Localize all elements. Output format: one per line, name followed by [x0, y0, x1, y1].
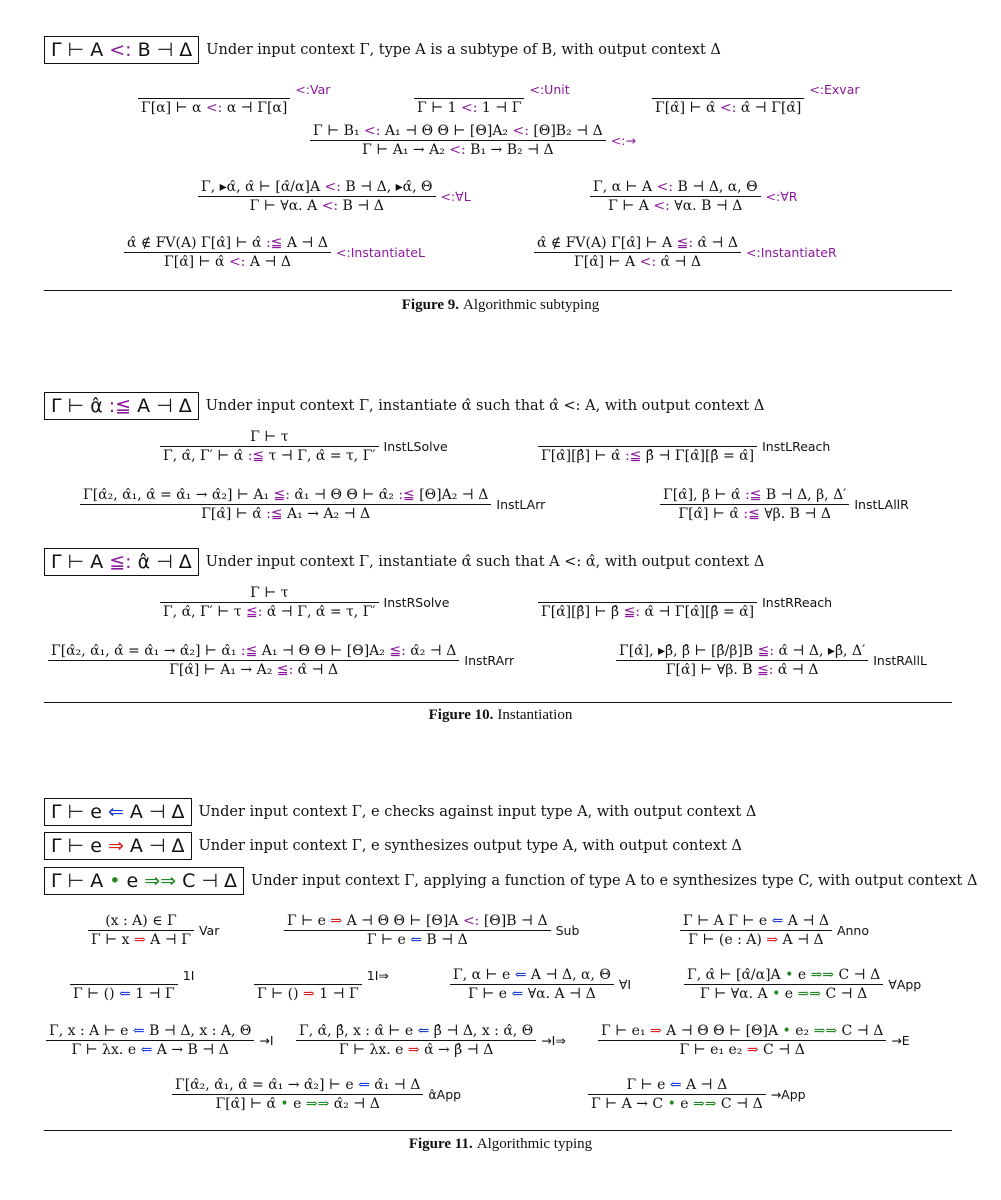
rule-name: →I⇒	[541, 1033, 566, 1048]
rule-premise: Γ[α̂], β ⊢ α̂ :≦ B ⊣ Δ, β, Δ′	[663, 487, 847, 503]
rule-conclusion: Γ ⊢ () ⇐ 1 ⊣ Γ	[73, 986, 175, 1002]
rule-premise: α̂ ∉ FV(A) Γ[α̂] ⊢ A ≦: α̂ ⊣ Δ	[537, 235, 739, 251]
rule-name: <:Unit	[529, 82, 570, 97]
fig9-judgment-box: Γ ⊢ A <: B ⊣ Δ	[44, 36, 199, 64]
rule-name: <:∀L	[440, 189, 471, 204]
rule-premise	[645, 584, 651, 602]
rule-name: 1I	[182, 968, 195, 983]
rule-inst-l-all-r	[660, 486, 909, 523]
rule-name: <:InstantiateR	[746, 245, 837, 260]
rule-conclusion: Γ[α̂] ⊢ α̂ <: α̂ ⊣ Γ[α̂]	[655, 100, 802, 116]
rule-typ-forall-i	[450, 966, 631, 1003]
fig11-judgment-chk-row	[44, 798, 756, 826]
rule-conclusion: Γ[α̂] ⊢ α̂ <: A ⊣ Δ	[164, 254, 292, 270]
fig9-caption-text: Algorithmic subtyping	[462, 297, 600, 313]
rule-name: InstLAllR	[854, 497, 909, 512]
fig10-description-l: Under input context Γ, instantiate α̂ such that α̂ <: A, with output context Δ	[205, 398, 765, 414]
rule-name: 1I⇒	[366, 968, 389, 983]
rule-conclusion: Γ ⊢ λx. e ⇐ A → B ⊣ Δ	[71, 1042, 229, 1058]
rule-typ-unit-i-syn	[254, 966, 389, 1003]
rule-premise: Γ ⊢ e ⇒ A ⊣ Θ Θ ⊢ [Θ]A <: [Θ]B ⊣ Δ	[287, 913, 548, 929]
rule-sub-instantiate-r	[534, 234, 837, 271]
rule-conclusion: Γ ⊢ ∀α. A • e ⇒⇒ C ⊣ Δ	[700, 986, 868, 1002]
rule-conclusion: Γ[α̂] ⊢ ∀β. B ≦: α̂ ⊣ Δ	[665, 662, 819, 678]
rule-typ-forall-app	[684, 966, 921, 1003]
rule-inst-r-reach	[538, 584, 832, 621]
fig9-judgment-row	[44, 36, 721, 64]
fig10-caption-text: Instantiation	[497, 707, 573, 723]
rule-conclusion: Γ[α̂] ⊢ α̂ • e ⇒⇒ α̂₂ ⊣ Δ	[215, 1096, 380, 1112]
rule-typ-arrow-app	[588, 1076, 806, 1113]
rule-name: InstRArr	[464, 653, 515, 668]
rule-premise: Γ ⊢ A Γ ⊢ e ⇐ A ⊣ Δ	[683, 913, 829, 929]
rule-conclusion: Γ ⊢ e₁ e₂ ⇒ C ⊣ Δ	[679, 1042, 805, 1058]
fig11-divider	[44, 1130, 952, 1131]
fig10-judgment-r-row	[44, 548, 764, 576]
rule-name: InstLArr	[496, 497, 546, 512]
rule-name: <:Var	[295, 82, 331, 97]
rule-name: InstRAllL	[873, 653, 927, 668]
rule-conclusion: Γ ⊢ () ⇒ 1 ⊣ Γ	[257, 986, 359, 1002]
rule-name: Anno	[836, 923, 869, 938]
rule-name: <:Exvar	[809, 82, 860, 97]
fig10-divider	[44, 702, 952, 703]
rule-typ-unit-i	[70, 966, 194, 1003]
fig9-divider	[44, 290, 952, 291]
fig11-description-syn: Under input context Γ, e synthesizes output type A, with output context Δ	[198, 838, 742, 854]
rule-premise: Γ, α ⊢ e ⇐ A ⊣ Δ, α, Θ	[453, 967, 611, 983]
rule-name: ∀App	[888, 977, 922, 992]
rule-conclusion: Γ ⊢ ∀α. A <: B ⊣ Δ	[249, 198, 384, 214]
rule-typ-anno	[680, 912, 869, 949]
rule-premise: Γ ⊢ τ	[250, 429, 289, 445]
rule-conclusion: Γ[α̂] ⊢ A <: α̂ ⊣ Δ	[574, 254, 702, 270]
rule-name: α̂App	[428, 1087, 462, 1102]
rule-inst-r-solve	[160, 584, 449, 621]
rule-premise: Γ ⊢ e₁ ⇒ A ⊣ Θ Θ ⊢ [Θ]A • e₂ ⇒⇒ C ⊣ Δ	[601, 1023, 884, 1039]
rule-name: →I	[259, 1033, 274, 1048]
rule-sub-exvar	[652, 80, 860, 117]
rule-name: ∀I	[618, 977, 632, 992]
rule-typ-arrow-i	[46, 1022, 274, 1059]
rule-inst-r-arr	[48, 642, 514, 679]
rule-premise: Γ[α̂₂, α̂₁, α̂ = α̂₁ → α̂₂] ⊢ α̂₁ :≦ A₁ ⊣ Θ Θ ⊢ [Θ]A₂ ≦: α̂₂ ⊣ Δ	[51, 643, 457, 659]
rule-typ-var	[88, 912, 219, 949]
rule-sub-var	[138, 80, 330, 117]
rule-premise: Γ, α̂, β̂, x : α̂ ⊢ e ⇐ β̂ ⊣ Δ, x : α̂, Θ	[299, 1023, 534, 1039]
rule-conclusion: Γ[α̂] ⊢ α̂ :≦ ∀β. B ⊣ Δ	[678, 506, 831, 522]
rule-premise	[645, 428, 651, 446]
rule-conclusion: Γ, α̂, Γ′ ⊢ α̂ :≦ τ ⊣ Γ, α̂ = τ, Γ′	[163, 448, 376, 464]
rule-premise: Γ[α̂₂, α̂₁, α̂ = α̂₁ → α̂₂] ⊢ e ⇐ α̂₁ ⊣ Δ	[175, 1077, 421, 1093]
fig11-judgment-app-row	[44, 867, 977, 895]
rule-sub-unit	[414, 80, 570, 117]
rule-inst-l-solve	[160, 428, 448, 465]
rule-name: InstRSolve	[383, 595, 450, 610]
rule-typ-arrow-e	[598, 1022, 910, 1059]
rule-typ-arrow-i-syn	[296, 1022, 566, 1059]
rule-premise	[305, 966, 311, 984]
rule-sub-instantiate-l	[124, 234, 425, 271]
fig11-judgment-syn-row	[44, 832, 742, 860]
rule-premise: Γ ⊢ B₁ <: A₁ ⊣ Θ Θ ⊢ [Θ]A₂ <: [Θ]B₂ ⊣ Δ	[313, 123, 603, 139]
rule-premise	[121, 966, 127, 984]
rule-conclusion: Γ[α̂][β̂] ⊢ β̂ ≦: α̂ ⊣ Γ[α̂][β̂ = α̂]	[541, 604, 755, 620]
rule-name: Var	[198, 923, 220, 938]
fig10-caption	[0, 707, 1001, 724]
rule-inst-r-all-l	[616, 642, 927, 679]
rule-name: <:∀R	[765, 189, 798, 204]
rule-conclusion: Γ, α̂, Γ′ ⊢ τ ≦: α̂ ⊣ Γ, α̂ = τ, Γ′	[163, 604, 376, 620]
rule-premise: Γ, ▸α̂, α̂ ⊢ [α̂/α]A <: B ⊣ Δ, ▸α̂, Θ	[201, 179, 433, 195]
fig10-caption-label: Figure 10.	[428, 707, 494, 723]
rule-premise: Γ, α̂ ⊢ [α̂/α]A • e ⇒⇒ C ⊣ Δ	[687, 967, 881, 983]
fig10-judgment-r-box: Γ ⊢ A ≦: α̂ ⊣ Δ	[44, 548, 199, 576]
rule-conclusion: Γ ⊢ A → C • e ⇒⇒ C ⊣ Δ	[591, 1096, 763, 1112]
rule-sub-forall-l	[198, 178, 471, 215]
rule-premise: (x : A) ∈ Γ	[105, 913, 177, 929]
rule-premise: Γ ⊢ τ	[250, 585, 289, 601]
rule-typ-sub	[284, 912, 579, 949]
rule-premise: Γ, x : A ⊢ e ⇐ B ⊣ Δ, x : A, Θ	[49, 1023, 252, 1039]
rule-conclusion: Γ ⊢ e ⇐ B ⊣ Δ	[366, 932, 468, 948]
rule-sub-forall-r	[590, 178, 797, 215]
fig11-caption-text: Algorithmic typing	[476, 1136, 593, 1152]
rule-conclusion: Γ ⊢ λx. e ⇒ α̂ → β̂ ⊣ Δ	[338, 1042, 494, 1058]
rule-name: InstLReach	[762, 439, 831, 454]
rule-premise: Γ[α̂], ▸β̂, β̂ ⊢ [β̂/β]B ≦: α̂ ⊣ Δ, ▸β̂, Δ′	[619, 643, 866, 659]
fig10-judgment-l-box: Γ ⊢ α̂ :≦ A ⊣ Δ	[44, 392, 199, 420]
rule-conclusion: Γ[α̂] ⊢ A₁ → A₂ ≦: α̂ ⊣ Δ	[169, 662, 339, 678]
fig11-judgment-chk-box: Γ ⊢ e ⇐ A ⊣ Δ	[44, 798, 192, 826]
fig11-description-app: Under input context Γ, applying a function of type A to e synthesizes type C, with output context Δ	[251, 873, 978, 889]
rule-conclusion: Γ ⊢ A <: ∀α. B ⊣ Δ	[608, 198, 743, 214]
rule-inst-l-arr	[80, 486, 545, 523]
rule-premise: Γ[α̂₂, α̂₁, α̂ = α̂₁ → α̂₂] ⊢ A₁ ≦: α̂₁ ⊣ Θ Θ ⊢ α̂₂ :≦ [Θ]A₂ ⊣ Δ	[83, 487, 489, 503]
fig10-judgment-l-row	[44, 392, 764, 420]
fig11-description-chk: Under input context Γ, e checks against input type A, with output context Δ	[198, 804, 757, 820]
rule-name: →E	[891, 1033, 910, 1048]
fig11-judgment-app-box: Γ ⊢ A • e ⇒⇒ C ⊣ Δ	[44, 867, 244, 895]
fig10-description-r: Under input context Γ, instantiate α̂ such that A <: α̂, with output context Δ	[205, 554, 765, 570]
fig11-caption-label: Figure 11.	[408, 1136, 473, 1152]
rule-conclusion: Γ ⊢ A₁ → A₂ <: B₁ → B₂ ⊣ Δ	[362, 142, 554, 158]
rule-premise	[211, 80, 217, 98]
fig11-judgment-syn-box: Γ ⊢ e ⇒ A ⊣ Δ	[44, 832, 192, 860]
rule-conclusion: Γ ⊢ 1 <: 1 ⊣ Γ	[417, 100, 522, 116]
rule-premise	[466, 80, 472, 98]
rule-conclusion: Γ[α̂][β̂] ⊢ α̂ :≦ β̂ ⊣ Γ[α̂][β̂ = α̂]	[541, 448, 755, 464]
rule-sub-arrow	[310, 122, 636, 159]
fig9-caption-label: Figure 9.	[401, 297, 459, 313]
rule-name: InstRReach	[762, 595, 833, 610]
rule-name: <:InstantiateL	[336, 245, 425, 260]
fig9-description: Under input context Γ, type A is a subtype of B, with output context Δ	[206, 42, 721, 58]
rule-premise: α̂ ∉ FV(A) Γ[α̂] ⊢ α̂ :≦ A ⊣ Δ	[127, 235, 329, 251]
fig11-caption	[0, 1136, 1001, 1153]
rule-name: →App	[770, 1087, 806, 1102]
rule-premise: Γ, α ⊢ A <: B ⊣ Δ, α, Θ	[593, 179, 758, 195]
rule-conclusion: Γ ⊢ x ⇒ A ⊣ Γ	[91, 932, 191, 948]
fig9-caption	[0, 297, 1001, 314]
rule-name: InstLSolve	[383, 439, 448, 454]
rule-conclusion: Γ[α] ⊢ α <: α ⊣ Γ[α]	[141, 100, 288, 116]
rule-typ-exvar-app	[172, 1076, 461, 1113]
rule-name: Sub	[555, 923, 580, 938]
rule-conclusion: Γ ⊢ e ⇐ ∀α. A ⊣ Δ	[468, 986, 596, 1002]
rule-inst-l-reach	[538, 428, 830, 465]
rule-premise	[725, 80, 731, 98]
rule-conclusion: Γ[α̂] ⊢ α̂ :≦ A₁ → A₂ ⊣ Δ	[201, 506, 371, 522]
rule-premise: Γ ⊢ e ⇐ A ⊣ Δ	[626, 1077, 728, 1093]
rule-name: <:→	[610, 133, 636, 148]
rule-conclusion: Γ ⊢ (e : A) ⇒ A ⊣ Δ	[688, 932, 824, 948]
